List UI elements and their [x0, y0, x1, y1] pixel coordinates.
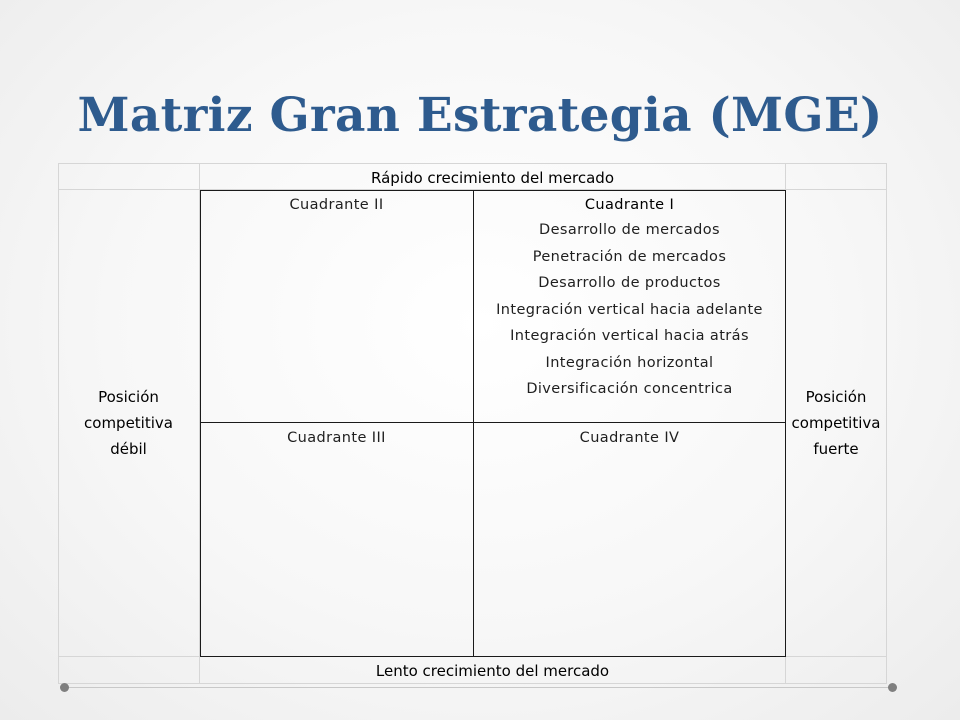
right-axis-label-line: competitiva — [791, 414, 881, 432]
grid-line — [58, 163, 887, 164]
slide-title: Matriz Gran Estrategia (MGE) — [77, 88, 883, 143]
horizontal-axis-line — [200, 656, 785, 657]
footer-rule — [66, 687, 894, 688]
strategy-item: Integración vertical hacia atrás — [510, 328, 749, 344]
right-axis-label — [786, 384, 886, 462]
bottom-axis-label: Lento crecimiento del mercado — [375, 662, 610, 680]
left-axis-label-line: Posición — [98, 388, 159, 406]
left-axis-label — [58, 384, 199, 462]
strategy-item: Integración vertical hacia adelante — [496, 301, 763, 318]
horizontal-axis-line — [200, 422, 785, 423]
footer-dot-right — [888, 683, 897, 692]
footer-dot-left — [60, 683, 69, 692]
quadrant-1-strategy-list — [474, 217, 785, 403]
grid-line — [58, 683, 887, 684]
top-axis-label: Rápido crecimiento del mercado — [370, 169, 614, 187]
strategy-item: Desarrollo de productos — [538, 275, 721, 291]
left-axis-label-line: débil — [110, 440, 147, 458]
strategy-item: Desarrollo de mercados — [539, 222, 720, 238]
horizontal-axis-line — [200, 190, 785, 191]
quadrant-4-title: Cuadrante IV — [579, 430, 680, 446]
strategy-item: Integración horizontal — [545, 354, 714, 371]
quadrant-2-title: Cuadrante II — [289, 197, 384, 213]
right-axis-label-line: Posición — [805, 388, 867, 406]
strategy-item: Penetración de mercados — [532, 248, 727, 265]
grid-line — [886, 163, 887, 684]
quadrant-3-title: Cuadrante III — [287, 430, 386, 446]
vertical-axis-line — [200, 190, 201, 657]
left-axis-label-line: competitiva — [84, 414, 173, 432]
quadrant-1-title: Cuadrante I — [584, 197, 675, 213]
right-axis-label-line: fuerte — [813, 440, 859, 458]
strategy-item: Diversificación concentrica — [526, 381, 733, 397]
